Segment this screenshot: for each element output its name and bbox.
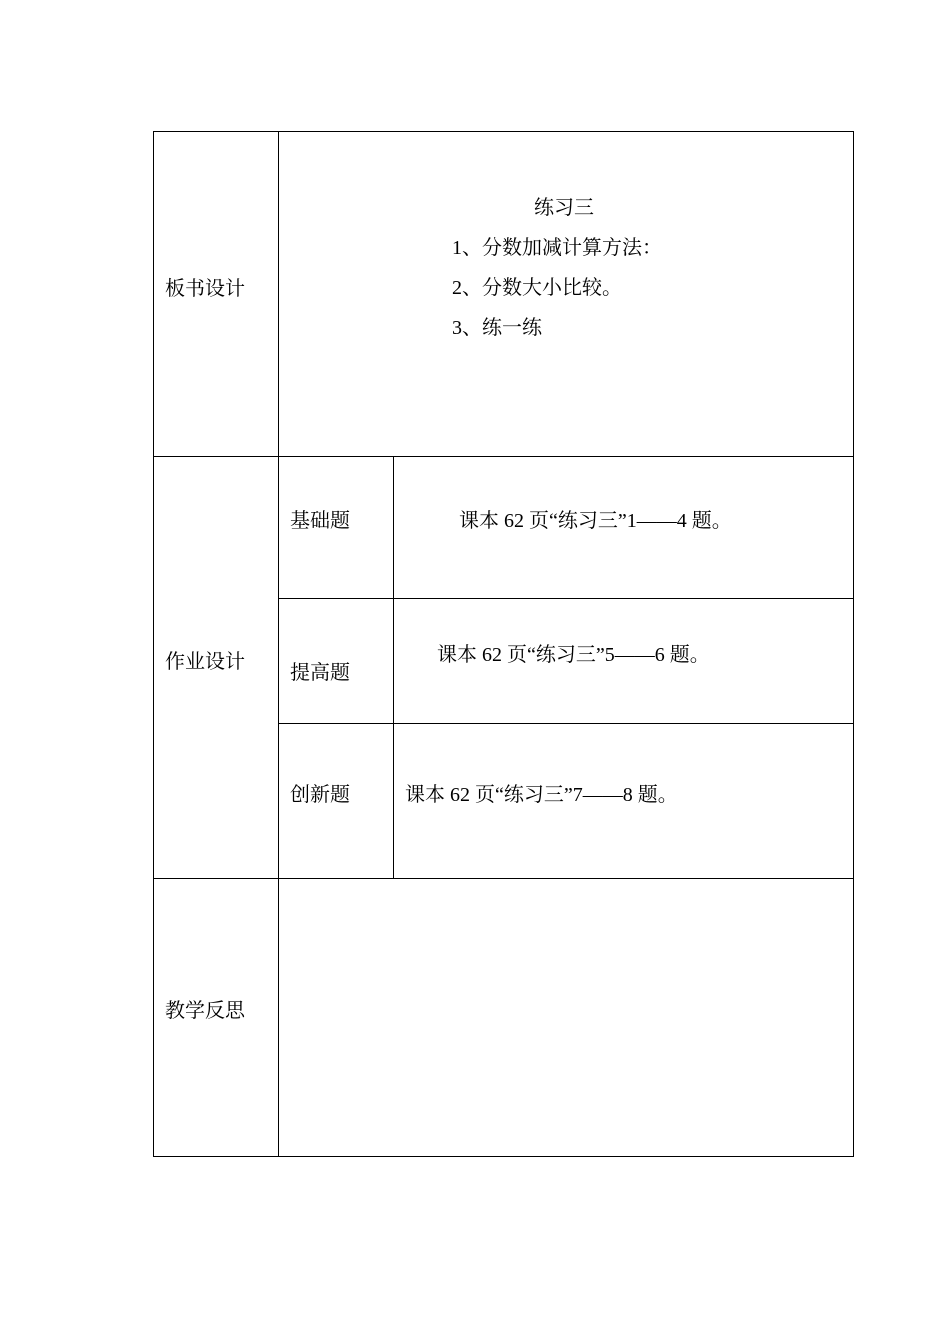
homework-label: 作业设计	[165, 651, 245, 673]
board-label: 板书设计	[165, 278, 245, 300]
column-divider-type	[393, 456, 394, 879]
reflection-label: 教学反思	[165, 1000, 245, 1022]
row-divider-homework-2	[278, 723, 854, 724]
homework-content-advanced: 课本 62 页“练习三”5——6 题。	[437, 644, 710, 666]
board-line-1: 1、分数加减计算方法：	[452, 237, 662, 259]
row-divider-board	[153, 456, 854, 457]
row-divider-homework-1	[278, 598, 854, 599]
homework-content-creative: 课本 62 页“练习三”7——8 题。	[405, 784, 678, 806]
board-line-3: 3、练一练	[452, 317, 542, 339]
board-title: 练习三	[534, 197, 594, 219]
board-line-2: 2、分数大小比较。	[452, 277, 622, 299]
table-border-right	[853, 131, 854, 1157]
table-border-bottom	[153, 1156, 854, 1157]
reflection-content-area	[279, 879, 853, 1156]
table-border-top	[153, 131, 854, 132]
homework-type-creative: 创新题	[290, 784, 350, 806]
homework-type-basic: 基础题	[290, 510, 350, 532]
homework-type-advanced: 提高题	[290, 662, 350, 684]
homework-content-basic: 课本 62 页“练习三”1——4 题。	[459, 510, 732, 532]
table-border-left	[153, 131, 154, 1157]
